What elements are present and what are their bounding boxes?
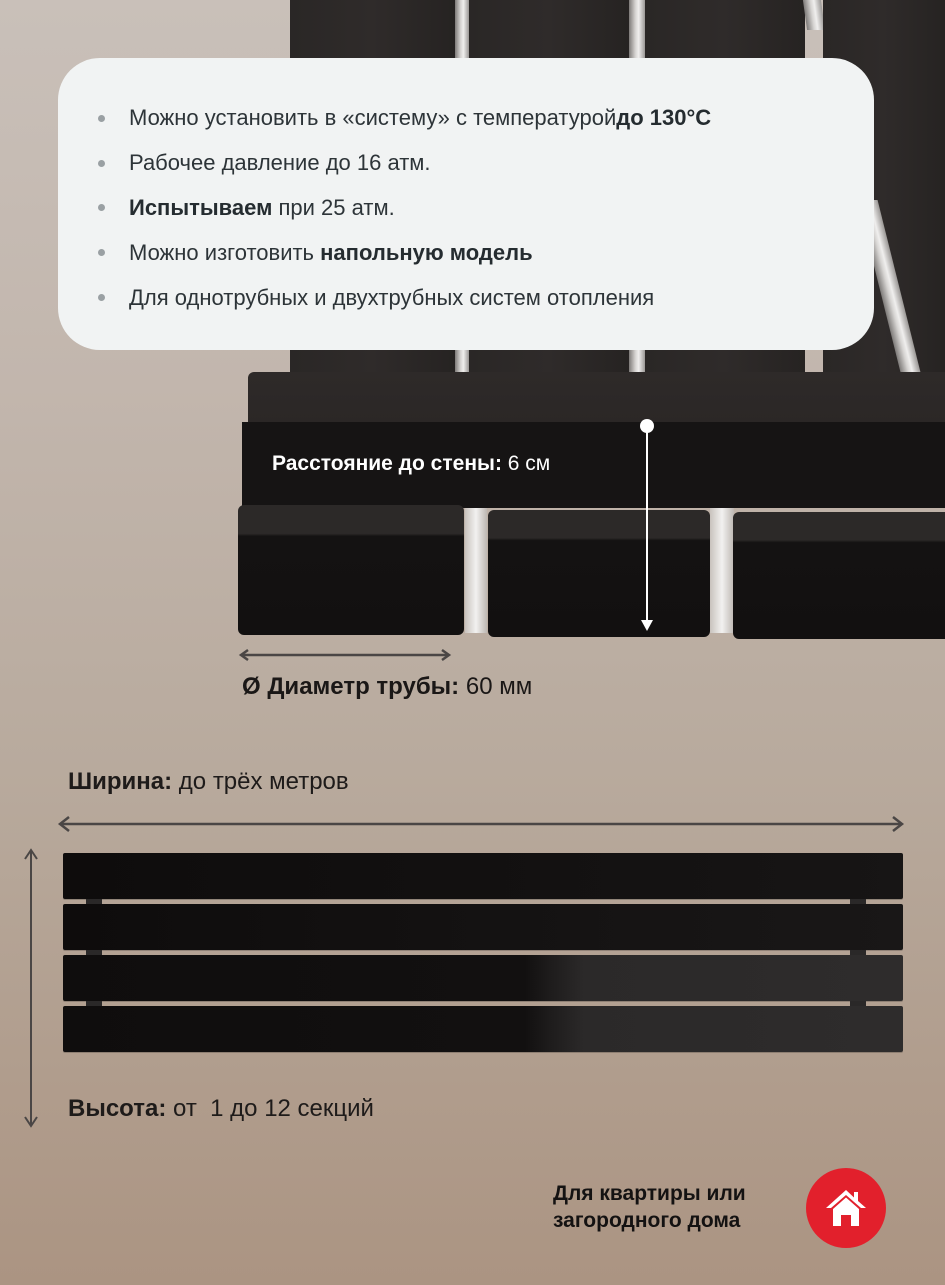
radiator-tube (733, 512, 945, 639)
feature-text: Для однотрубных и двухтрубных систем отопления (129, 284, 655, 310)
wall-distance-title: Расстояние до стены: (272, 452, 502, 475)
dimension-line (646, 432, 648, 622)
bullet-icon (98, 204, 105, 211)
feature-text-bold: напольную модель (320, 239, 533, 265)
feature-item (98, 141, 874, 186)
gap (710, 508, 734, 633)
connector (86, 1001, 102, 1006)
bullet-icon (98, 115, 105, 122)
feature-text: Можно установить в «систему» с температурой (129, 105, 617, 131)
pipe-diameter-label (242, 673, 532, 701)
pipe-diameter-title: Ø Диаметр трубы: (242, 673, 460, 700)
height-title: Высота: (68, 1095, 167, 1122)
feature-item (98, 230, 874, 275)
radiator-section (63, 904, 903, 950)
feature-text: Рабочее давление до 16 атм. (129, 150, 431, 176)
home-badge-text (553, 1180, 746, 1234)
double-arrow-horizontal-icon (56, 815, 906, 833)
width-label (68, 768, 349, 796)
connector (850, 1001, 866, 1006)
feature-item (98, 96, 874, 141)
radiator-section (63, 853, 903, 899)
pipe-diameter-value: 60 мм (459, 673, 533, 700)
house-icon (823, 1187, 869, 1229)
home-badge-line2: загородного дома (553, 1209, 741, 1232)
connector (86, 899, 102, 904)
home-badge-line1: Для квартиры или (553, 1182, 746, 1205)
height-value: от 1 до 12 секций (166, 1095, 374, 1122)
connector (86, 950, 102, 955)
width-title: Ширина: (68, 768, 173, 795)
feature-text: при 25 атм. (272, 194, 395, 220)
arrow-down-icon (641, 620, 653, 631)
radiator-tube (488, 510, 710, 637)
slat-highlight (803, 0, 825, 30)
connector (850, 899, 866, 904)
home-badge (806, 1168, 886, 1248)
radiator-section (63, 955, 903, 1001)
double-arrow-horizontal-icon (238, 648, 452, 662)
dimension-dot-icon (640, 419, 654, 433)
feature-text-bold: до 130°C (616, 105, 712, 131)
features-card (58, 58, 874, 350)
feature-text-bold: Испытываем (129, 194, 273, 220)
height-label (68, 1095, 374, 1123)
width-value: до трёх метров (172, 768, 349, 795)
connector (850, 950, 866, 955)
features-list (98, 96, 874, 320)
bullet-icon (98, 160, 105, 167)
feature-item (98, 275, 874, 320)
radiator-section (63, 1006, 903, 1052)
double-arrow-vertical-icon (22, 846, 40, 1130)
bullet-icon (98, 249, 105, 256)
radiator-tube (238, 505, 464, 635)
collector-top-face (248, 372, 945, 424)
wall-distance-label (272, 452, 550, 476)
bullet-icon (98, 294, 105, 301)
gap (465, 508, 487, 633)
feature-item (98, 186, 874, 231)
feature-text: Можно изготовить (129, 239, 321, 265)
wall-distance-value: 6 см (501, 452, 551, 475)
